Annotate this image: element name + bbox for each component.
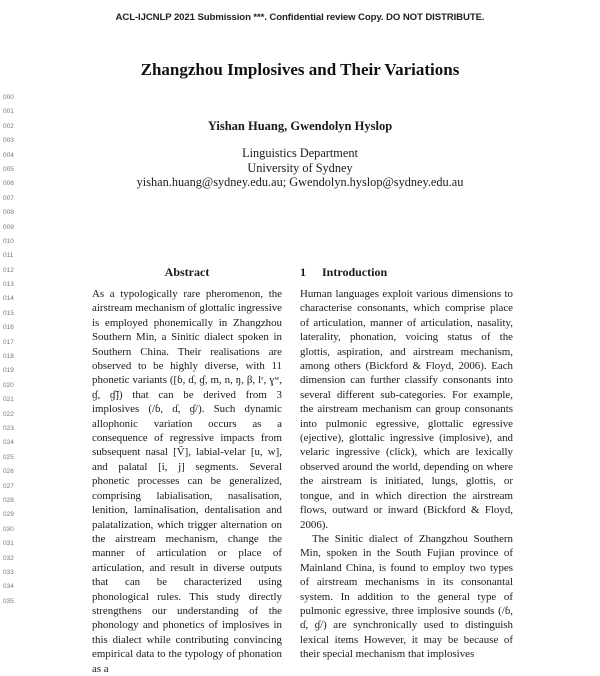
- line-number: 024: [3, 439, 14, 447]
- line-number: 015: [3, 309, 14, 317]
- intro-paragraph-1: Human languages exploit various dimensions to characterise consonants, which comprise place of articulation, manner of articulation, nasality, laterality, phonation, voicing status of the glottis, aspiration, and airstream mechanism, among others (Bickford & Floyd, 2006). Each dimension can further classify consonants into several different sub-categories. For example, the airstream mechanism can group consonants into pulmonic egressive, glottalic egressive (ejective), glottalic ingressive (implosive), and velaric ingressive (click), which are lexically observed around the world, depending on where the airstream is initiated, lungs, glottis, or tongue, and in which direction the airstream flows, outward or inward (Bickford & Floyd, 2006).: [300, 288, 513, 531]
- line-number: 002: [3, 122, 14, 130]
- line-number: 018: [3, 353, 14, 361]
- line-number: 034: [3, 583, 14, 591]
- line-number: 028: [3, 496, 14, 504]
- line-number: 017: [3, 338, 14, 346]
- left-column: [92, 262, 282, 676]
- line-number: 026: [3, 468, 14, 476]
- line-number: 013: [3, 281, 14, 289]
- line-number: 032: [3, 554, 14, 562]
- line-number: 022: [3, 410, 14, 418]
- line-number: 012: [3, 266, 14, 274]
- line-number: 030: [3, 525, 14, 533]
- line-number: 006: [3, 180, 14, 188]
- line-number: 019: [3, 367, 14, 375]
- paper-title: Zhangzhou Implosives and Their Variations: [140, 60, 460, 79]
- line-number: 008: [3, 209, 14, 217]
- university: University of Sydney: [247, 160, 353, 175]
- line-number: 023: [3, 424, 14, 432]
- abstract-heading: Abstract: [164, 265, 210, 279]
- line-number: 010: [3, 237, 14, 245]
- line-number: 025: [3, 453, 14, 461]
- author-emails: yishan.huang@sydney.edu.au; Gwendolyn.hyslop@sydney.edu.au: [136, 175, 464, 189]
- affiliation: [0, 146, 600, 190]
- line-number: 009: [3, 223, 14, 231]
- line-number: 021: [3, 396, 14, 404]
- right-column: [300, 262, 513, 662]
- line-number: 000: [3, 94, 14, 101]
- line-number: 016: [3, 324, 14, 332]
- line-number: 011: [3, 252, 14, 260]
- line-number: 003: [3, 137, 14, 145]
- line-number: 005: [3, 165, 14, 173]
- line-number: 033: [3, 568, 14, 576]
- line-number: 014: [3, 295, 14, 303]
- author-list: Yishan Huang, Gwendolyn Hyslop: [207, 119, 393, 133]
- line-number: 035: [3, 597, 14, 605]
- section-number: 1: [300, 265, 306, 279]
- abstract-text: As a typologically rare pheromenon, the airstream mechanism of glottalic ingressive is employed phonemically in Zhangzhou Southern Min, a Sinitic dialect spoken in Southern China. Their realisations are observed to be highly diverse, with 11 phonetic variants ([ɓ, ɗ, ɠ, m, n, ŋ, β, lʳ, ɣʷ, ɠ, ɠ̃]) that can be derived from 3 implosives (/ɓ, ɗ, ɠ/). Such dynamic allophonic variation occurs as a consequence of regressive impacts from subsequent nasal [Ṽ], labial-velar [u, w], and palatal [i, j] segments. Several phonetic processes can be generalized, comprising labialisation, nasalisation, lenition, laminalisation, dentalisation and palatalization, which trigger alternation on the airstream mechanism, change the manner of articulation or place of articulation, and result in diverse outputs that can be characterized using phonological rules. This study directly strengthens our understanding of the phonology and phonetics of implosives in this dialect while contributing convincing empirical data to the typology of phonation as a: [92, 288, 282, 675]
- line-number: 004: [3, 151, 14, 159]
- line-number: 029: [3, 511, 14, 519]
- line-number: 031: [3, 540, 14, 548]
- conference-header: ACL-IJCNLP 2021 Submission ***. Confidential review Copy. DO NOT DISTRIBUTE.: [115, 12, 485, 23]
- intro-paragraph-2: The Sinitic dialect of Zhangzhou Southern Min, spoken in the South Fujian province of Mainland China, is found to employ two types of airstream mechanisms in its consonantal system. In addition to the general type of pulmonic egressive, three implosive sounds (/ɓ, ɗ, ɠ/) are synchronically used to distinguish lexical items However, it may be because of their special mechanism that implosives: [300, 532, 513, 661]
- line-number: 001: [3, 108, 14, 116]
- introduction-heading: [300, 262, 513, 282]
- line-number: 020: [3, 381, 14, 389]
- line-number: 007: [3, 194, 14, 202]
- section-title: Introduction: [322, 265, 388, 279]
- line-number: 027: [3, 482, 14, 490]
- department: Linguistics Department: [242, 146, 358, 160]
